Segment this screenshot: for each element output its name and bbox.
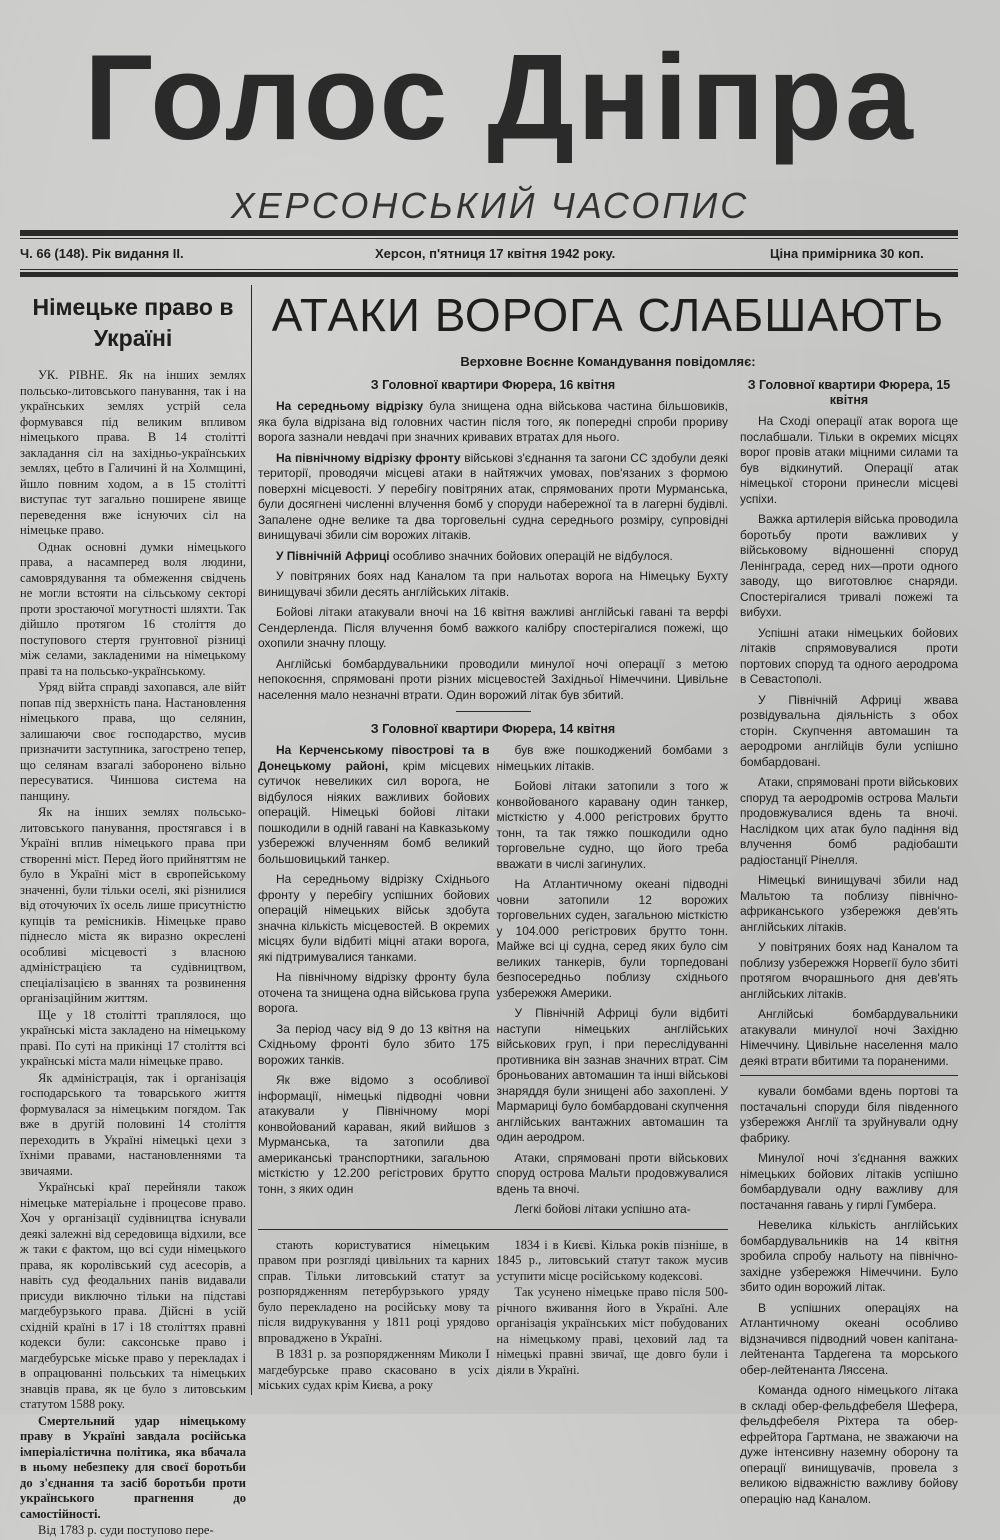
paragraph-text: 1834 і в Києві. Кілька років пізніше, в 1845 р., литовський статут також мусив уступити місце російському кодексові. — [496, 1237, 728, 1283]
paragraph-text: військові з'єднання та загони СС здобули деякі території, проводячи місцеві атаки в найтяжчих умовах, пов'язаних з формою поверхні місцевості. У перебігу повітряних атак, спрямованих проти Мурманська, були досягнені численні влучення бомб у споруди набережної та в лагерні будівлі. Запалене одне велике та два торговельні судна середнього розміру, супровідні винищувачі збили сім ворожих літаків. — [258, 450, 729, 542]
paragraph-text: Легкі бойові літаки успішно ата- — [514, 1202, 691, 1216]
paragraph-text: Ще у 18 столітті траплялося, що українські міста закладено на німецькому праві. По суті на прикінці 17 століття всі українські міста мали німецьке право. — [20, 1007, 246, 1068]
paragraph-text: Атаки, спрямовані проти військових споруд та аеродромів острова Мальти продовжувалися вдень та вночі. Наслідком цих атак було падіння від влучення бомб радіобашти радіостанції Рінелля. — [740, 775, 958, 867]
paragraph-text: Від 1783 р. суди поступово пере- — [38, 1523, 214, 1537]
paragraph — [258, 1238, 490, 1347]
paragraph — [258, 1347, 490, 1394]
left-article-continuation-b — [497, 1238, 729, 1395]
paragraph — [740, 775, 958, 868]
paragraph — [497, 1151, 729, 1198]
paragraph — [740, 1383, 958, 1507]
paragraph — [258, 1073, 490, 1197]
main-kicker: Верховне Воєнне Командування повідомляє: — [460, 354, 756, 369]
paragraph-lead: На північному відрізку фронту — [276, 450, 461, 465]
left-article — [20, 292, 246, 1540]
report-16-column — [258, 399, 728, 703]
paragraph-text: В успішних операціях на Атлантичному океані особливо відзначився підводний човен капітана-лейтенанта Тардегена та морського обер-лейтенанта Ляссена. — [740, 1300, 958, 1377]
paragraph — [258, 549, 728, 565]
masthead-rule-bottom-thick — [20, 272, 958, 277]
paragraph-text: На середньому відрізку Східнього фронту у перебігу успішних бойових операцій німецьких військ здобута значна кількість місцевостей. В окремих місцях були відбиті міцні атаки ворога, які підтримувалися танками. — [258, 872, 490, 964]
paragraph-text: кували бомбами вдень портові та постачальні споруди біля південного узбережжя Англії та зруйнували одну фабрику. — [740, 1084, 958, 1145]
masthead-rule-top-thin — [20, 238, 958, 239]
left-article-headline: Німецьке право в Україні — [32, 294, 234, 351]
paragraph — [740, 693, 958, 771]
issue-number: Ч. 66 (148). Рік видання II. — [20, 246, 184, 261]
paragraph — [258, 657, 728, 704]
paragraph — [258, 1022, 490, 1069]
paragraph — [258, 451, 728, 544]
paragraph-text: У Північній Африці були відбиті наступи німецьких англійських військових груп, і при переслідуванні противника він зазнав значних втрат. Сім броньованих автомашин та інші військові знаряддя були знищені або захоплені. У Мармариці було бомбардовані скупчення англійських вантажних автомашин та один аеродром. — [496, 1006, 728, 1144]
report-14-column-a — [258, 743, 490, 1223]
masthead-rule-bottom — [20, 269, 958, 270]
paragraph-lead: Смертельний удар німецькому праву в Україні завдала російська імперіалістична політика, яка вбачала в ньому небезпеку для своєї боротьби до з'єднання та засіб боротьби проти українського прагнення до самостійності. — [20, 1413, 246, 1521]
paragraph-text: Як адміністрація, так і організація господарського та товарського життя формувалася за німецьким погядом. Так вже в другій половині 14 століття переходить в Україні німецькі цехи з їхніми правами, настановленнями та звичаями. — [20, 1070, 246, 1178]
paragraph-text: Однак основні думки німецького права, а насамперед воля людини, самоврядування та обмеження свідчень не могли встояти на сільському секторі проти зростаючої могутності шляхти. Так дійшло протягом 16 століття до поступового стертя грунтовної різниці між селами, закладеними на німецькому праві та на польсько-українському. — [20, 539, 246, 678]
paragraph — [497, 1238, 729, 1285]
paragraph-text: Так усунено німецьке право після 500-річного вживання його в Україні. Але організація українських міст побудованих на німецькому праві, цеховий лад та німецькі правні звичаї, ще довго були і діяли в Україні. — [496, 1285, 728, 1377]
paragraph — [258, 970, 490, 1017]
paragraph-text: Уряд війта справді захопався, але війт попав під зверхність пана. Настановлення німецького права, що селянин, залишаючи своє господарство, мусив призначити заступника, загострено тепер, що селянам взагалі заборонено вільно пересуватися. Чиншова система на панщину. — [20, 680, 246, 803]
paragraph — [497, 877, 729, 1001]
paragraph-lead: На середньому відрізку — [276, 399, 424, 413]
paragraph — [740, 1301, 958, 1379]
paragraph — [20, 1523, 246, 1539]
paragraph — [20, 805, 246, 1007]
paragraph-text: стають користуватися німецьким правом при розгляді цивільних та карних справ. Тільки литовський статут за розпорядженням петербурзького уряду було перекладено на російську мову та після видрукування у 1811 році урядово впроваджено в Україні. — [258, 1237, 490, 1345]
paragraph — [740, 873, 958, 935]
paragraph — [740, 1007, 958, 1069]
paragraph — [740, 414, 958, 507]
paragraph-text: Німецькі винищувачі збили над Мальтою та поблизу північно-африканського узбережжя дев'ять англійських літаків. — [740, 873, 958, 934]
paragraph — [497, 743, 729, 774]
main-headline: АТАКИ ВОРОГА СЛАБШАЮТЬ — [271, 289, 945, 341]
paragraph — [497, 1006, 729, 1146]
dateline-15: З Головної квартири Фюрера, 15 квітня — [747, 378, 951, 407]
paragraph-text: Як на інших землях польсько-литовського панування, простягався і в Україні вплив німецького права при створенні міст. Перед його прийняттям не було в Україні міст в європейському значенні, були тільки оселі, які різнилися від оточуючих їх осель лише присутністю купців та ремісників. Німецьке право піднесло міста як виразно окреслені особливі місцевості з власною адміністрацією та судівництвом, спеціалізацією в званнях та розвинення організаційним життям. — [20, 805, 246, 1005]
paragraph-text: крім місцевих сутичок невеликих сил ворога, не відбулося ніяких важливих бойових операцій. Німецькі бойові літаки пошкодили в одній гавані на Кавказькому узбережжі влученням бомб великий большовицький танкер. — [258, 758, 490, 866]
paragraph — [20, 1414, 246, 1523]
paragraph-text: Команда одного німецького літака в складі обер-фельдфебеля Шефера, фельдфебеля Ріхтера та обер-ефрейтора Гартмана, не зважаючи на дуже інтенсивну наземну оборону та операції винищувачів, провела з великою відважністю важливу бойову операцію над Каналом. — [740, 1383, 958, 1506]
issue-price: Ціна примірника 30 коп. — [770, 246, 924, 261]
paragraph — [740, 940, 958, 1002]
paragraph-text: УК. РІВНЕ. Як на інших землях польсько-литовського панування, так і на українських землях устрій села формувався під великим впливом німецького права. В 14 столітті закладання сіл на західньо-українських землях, цебто в Галичині й на Холмщині, йшло повним ходом, а в 15 столітті виступає тут загально поширене явище переведення вже існуючих сіл на німецьке право. — [20, 368, 246, 537]
paragraph-text: особливо значних бойових операцій не відбулося. — [389, 548, 673, 563]
paragraph — [258, 569, 728, 600]
main-article — [258, 288, 958, 1512]
paragraph — [20, 1180, 246, 1413]
paragraph — [497, 779, 729, 872]
dateline-16: З Головної квартири Фюрера, 16 квітня — [370, 378, 616, 392]
paragraph — [258, 872, 490, 965]
paragraph — [20, 680, 246, 804]
paragraph-text: В 1831 р. за розпорядженням Миколи I магдебурське право скасовано в усіх міських судах крім Києва, а року — [258, 1347, 490, 1392]
paragraph — [20, 368, 246, 539]
dateline-14: З Головної квартири Фюрера, 14 квітня — [370, 722, 616, 736]
report-14-column-b — [497, 743, 729, 1223]
paragraph-text: Українські краї перейняли також німецьке матеріальне і процесове право. Хоч у організації судівництва існували деякі залежні від середовища відхили, все ж таки є фактом, що всі суди німецького права, як королівський суд асесорів, а навіть суд феодальних панів видавали присуди виключно тільки на підставі магдебурзького права. Дійсні в усій східній країні в 17 і 18 століттях правні кодекси були: саксонське право і магдебурське міське право у перекладах і в опрацюванні польських та німецьких знавців права, як це було з литовським статутом 1588 року. — [20, 1180, 246, 1411]
paragraph — [740, 512, 958, 621]
paragraph-text: був вже пошкоджений бомбами з німецьких літаків. — [496, 743, 728, 773]
paragraph — [740, 1084, 958, 1146]
left-article-continuation-a — [258, 1238, 490, 1395]
left-article-column — [20, 368, 246, 1539]
paragraph-text: Минулої ночі з'єднання важких німецьких бойових літаків успішно бомбардували одну важливу для постачання гавань у гирлі Гумбера. — [740, 1151, 958, 1212]
paragraph — [258, 605, 728, 652]
paragraph-text: Бойові літаки затопили з того ж конвойованого каравану один танкер, місткістю у 4.000 регістрових брутто тонн, та так тяжко пошкодили одно торговельне судно, що його треба вважати в числі загинулих. — [496, 779, 728, 871]
issue-date: Херсон, п'ятниця 17 квітня 1942 року. — [375, 246, 616, 261]
paragraph-text: Невелика кількість англійських бомбардувальників на 14 квітня зробила спробу нальоту на північно-західне узбережжя Німеччини. Було збито один ворожий літак. — [740, 1218, 958, 1294]
masthead-rule-top — [20, 230, 958, 236]
paragraph — [20, 1008, 246, 1070]
paragraph-text: Бойові літаки атакували вночі на 16 квітня важливі англійські гавані та верфі Сендерленда. Після влучення бомб важкого калібру спостерігалися пожежі, що охопили значну площу. — [258, 605, 728, 650]
right-rule — [740, 1075, 958, 1076]
paragraph — [497, 1202, 729, 1218]
paragraph — [740, 1151, 958, 1213]
paragraph — [258, 743, 490, 867]
masthead-subtitle: ХЕРСОНСЬКИЙ ЧАСОПИС — [230, 185, 750, 226]
paragraph — [740, 1218, 958, 1296]
paragraph-lead: У Північній Африці — [276, 548, 390, 563]
paragraph — [740, 626, 958, 688]
paragraph-text: У повітряних боях над Каналом та поблизу узбережжя Норвегії було збиті протягом вчорашнього дня дев'ять англійських літаків. — [740, 940, 958, 1001]
paragraph-text: У Північній Африці жвава розвідувальна діяльність з обох сторін. Скупчення автомашин та аеродроми англійців були успішно бомбардовані. — [740, 692, 958, 769]
report-15-column — [740, 414, 958, 1069]
report-14-column-c — [740, 1084, 958, 1507]
paragraph-text: На Атлантичному океані підводні човни затопили 12 ворожих торговельних суден, загальною місткістю у 104.000 регістрових брутто тонн. Майже всі ці судна, серед яких було сім великих танкерів, були торпедовані безпосередньо поблизу східнього узбережжя Америки. — [496, 877, 728, 1000]
paragraph-text: була знищена одна військова частина більшовиків, яка була відрізана від головних частин після того, як попередні спроби прориву ворога зазнали невдачі при значних кривавих втратах для нього. — [258, 399, 728, 444]
paragraph-text: Як вже відомо з особливої інформації, німецькі підводні човни атакували у Північному морі конвойований караван, який вийшов з Мурманська, та затопили два американські транспортники, загальною місткістю у 12.200 регістрових брутто тонн, з яких один — [258, 1073, 490, 1196]
section-separator — [456, 711, 531, 712]
main-left-area — [258, 376, 728, 1512]
paragraph-text: Успішні атаки німецьких бойових літаків спрямовувалися проти портових споруд та одного аеродрома в Севастополі. — [740, 625, 958, 686]
paragraph-text: Атаки, спрямовані проти військових споруд острова Мальти продовжувалися вдень та вночі. — [496, 1150, 728, 1196]
paragraph — [497, 1285, 729, 1378]
paragraph-text: Англійські бомбардувальники проводили минулої ночі операції з метою непокоєння, спрямовані проти різних місцевостей Західньої Німеччини. Цивільне населення мало незначні втрати. Один ворожий літак був збитий. — [258, 656, 728, 702]
column-divider — [251, 285, 252, 1395]
paragraph-lead: На Керченському півострові та в Донецькому районі, — [258, 743, 490, 773]
main-right-area — [740, 376, 958, 1512]
paragraph-text: У повітряних боях над Каналом та при нальотах ворога на Німецьку Бухту винищувачі збили десять англійських літаків. — [258, 569, 728, 599]
paragraph-text: За період часу від 9 до 13 квітня на Східньому фронті було збито 175 ворожих танків. — [258, 1021, 490, 1067]
paragraph-text: На Сході операції атак ворога ще послабшали. Тільки в окремих місцях ворог провів атаки міцними силами та був відкинутий. Операції атак німецької сторони принесли місцеві успіхи. — [740, 414, 958, 506]
paragraph — [20, 1071, 246, 1180]
paragraph — [258, 399, 728, 446]
masthead-title: Голос Дніпра — [84, 29, 916, 165]
bottom-rule — [258, 1229, 728, 1230]
paragraph-text: Важка артилерія війська проводила боротьбу проти важливих у військовому відношенні споруд Ленінграда, серед них—проти одного заводу, що виготовлює снаряди. Спостерігалися тривалі пожежі та вибухи. — [740, 512, 958, 619]
paragraph — [20, 540, 246, 680]
paragraph-text: На північному відрізку фронту була оточена та знищена одна військова група ворога. — [258, 970, 490, 1015]
paragraph-text: Англійські бомбардувальники атакували минулої ночі Західню Німеччину. Цивільне населення мало деякі втрати вбитими та пораненими. — [740, 1007, 958, 1068]
